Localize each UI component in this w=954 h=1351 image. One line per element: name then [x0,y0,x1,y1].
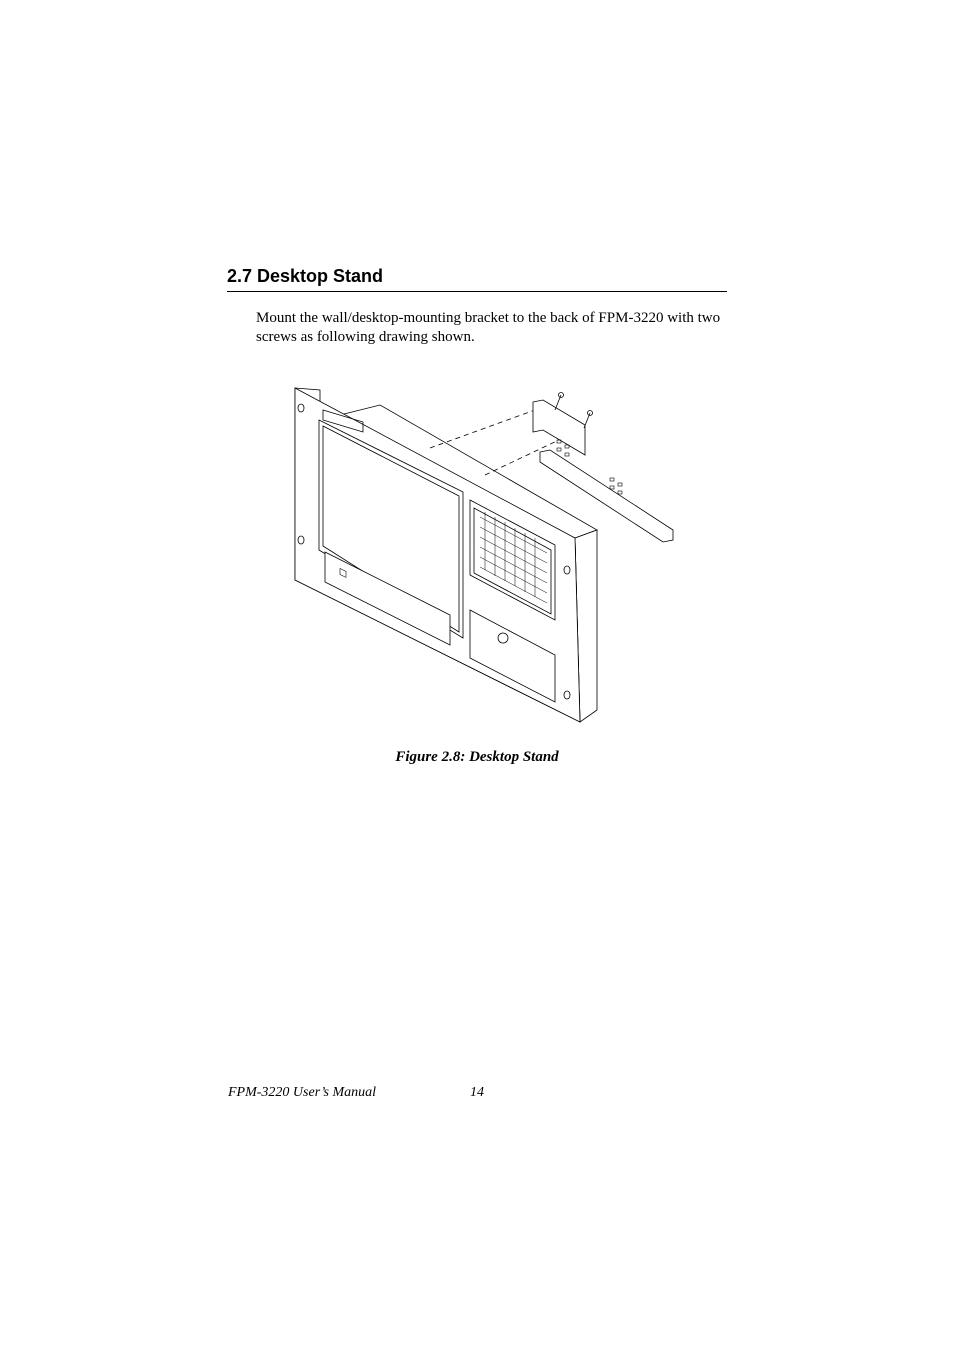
mounting-bracket [533,400,585,455]
desktop-stand-drawing [285,380,685,730]
section-title: 2.7 Desktop Stand [227,264,727,292]
footer-manual-title: FPM-3220 User’s Manual [228,1085,377,1100]
figure-caption: Figure 2.8: Desktop Stand [395,749,559,765]
instruction-paragraph: Mount the wall/desktop-mounting bracket to the back of FPM-3220 with two screws as following drawing shown. [256,310,721,345]
page-number: 14 [470,1085,484,1100]
